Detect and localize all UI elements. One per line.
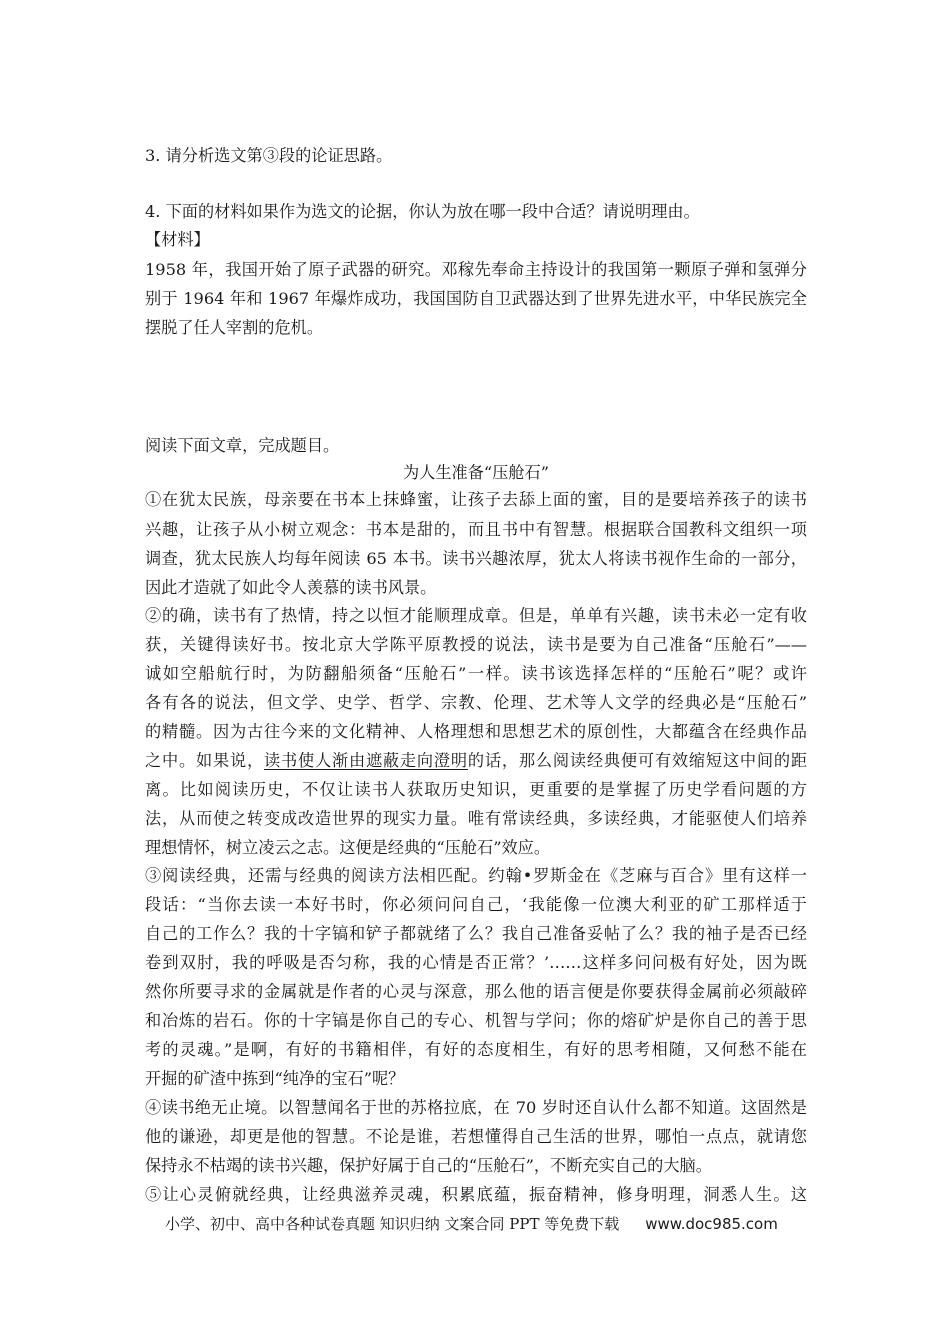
article-line-with-underline — [145, 749, 807, 773]
article-line: ④读书绝无止境。以智慧闻名于世的苏格拉底，在 70 岁时还自认什么都不知道。这固然是 — [145, 1098, 807, 1117]
question-4: 4. 下面的材料如果作为选文的论据，你认为放在哪一段中合适？请说明理由。 — [145, 202, 700, 221]
material-label: 【材料】 — [145, 230, 210, 249]
article-line: 兴趣，让孩子从小树立观念：书本是甜的，而且书中有智慧。根据联合国教科文组织一项 — [145, 520, 807, 539]
article-line: 考的灵魂。”是啊，有好的书籍相伴，有好的态度相生，有好的思考相随，又何愁不能在 — [145, 1040, 807, 1059]
article-line: 保持永不枯竭的读书兴趣，保护好属于自己的“压舱石”，不断充实自己的大脑。 — [145, 1156, 712, 1175]
article-line: 离。比如阅读历史，不仅让读书人获取历史知识，更重要的是掌握了历史学看问题的方 — [145, 780, 807, 799]
article-title: 为人生准备“压舱石” — [402, 463, 550, 482]
page-footer — [165, 1213, 805, 1235]
article-line: 段话：“当你去读一本好书时，你必须问问自己，‘我能像一位澳大利亚的矿工那样适于 — [145, 895, 807, 914]
article-line: 然你所要寻求的金属就是作者的心灵与深意，那么他的语言便是你要获得金属前必须敲碎 — [145, 982, 807, 1001]
material-line: 1958 年，我国开始了原子武器的研究。邓稼先奉命主持设计的我国第一颗原子弹和氢弹分 — [145, 260, 807, 279]
material-line: 别于 1964 年和 1967 年爆炸成功，我国国防自卫武器达到了世界先进水平，中华民族完全 — [145, 289, 807, 308]
article-line: ⑤让心灵俯就经典，让经典滋养灵魂，积累底蕴，振奋精神，修身明理，洞悉人生。这 — [145, 1185, 807, 1204]
article-line: 调查，犹太民族人均每年阅读 65 本书。读书兴趣浓厚，犹太人将读书视作生命的一部分， — [145, 549, 807, 568]
article-line: 因此才造就了如此令人羡慕的读书风景。 — [145, 578, 437, 597]
text-segment: 的话，那么阅读经典便可有效缩短这中间的距 — [467, 751, 807, 770]
article-line: ①在犹太民族，母亲要在书本上抹蜂蜜，让孩子去舔上面的蜜，目的是要培养孩子的读书 — [145, 490, 807, 509]
article-line: 的精髓。因为古往今来的文化精神、人格理想和思想艺术的原创性，大都蕴含在经典作品 — [145, 722, 807, 741]
reading-instruction: 阅读下面文章，完成题目。 — [145, 436, 340, 455]
article-line: 自己的工作么？我的十字镐和铲子都就绪了么？我自己准备妥帖了么？我的袖子是否已经 — [145, 924, 807, 943]
article-line: 理想情怀，树立凌云之志。这便是经典的“压舱石”效应。 — [145, 838, 551, 857]
article-line: 法，从而使之转变成改造世界的现实力量。唯有常读经典，多读经典，才能驱使人们培养 — [145, 809, 807, 828]
article-line: 获，关键得读好书。按北京大学陈平原教授的说法，读书是要为自己准备“压舱石”—— — [145, 635, 807, 654]
article-line: 各有各的说法，但文学、史学、哲学、宗教、伦理、艺术等人文学的经典必是“压舱石” — [145, 693, 807, 712]
text-segment: 之中。如果说， — [145, 751, 264, 770]
article-line: ②的确，读书有了热情，持之以恒才能顺理成章。但是，单单有兴趣，读书未必一定有收 — [145, 606, 807, 625]
article-line: 卷到双肘，我的呼吸是否匀称，我的心情是否正常？’……这样多问问极有好处，因为既 — [145, 953, 807, 972]
article-line: 开掘的矿渣中拣到“纯净的宝石”呢？ — [145, 1069, 405, 1088]
article-line: 和冶炼的岩石。你的十字镐是你自己的专心、机智与学问；你的熔矿炉是你自己的善于思 — [145, 1011, 807, 1030]
article-line: ③阅读经典，还需与经典的阅读方法相匹配。约翰•罗斯金在《芝麻与百合》里有这样一 — [145, 866, 807, 885]
question-3: 3. 请分析选文第③段的论证思路。 — [145, 146, 393, 165]
material-line: 摆脱了任人宰割的危机。 — [145, 318, 324, 337]
article-line: 诚如空船航行时，为防翻船须备“压舱石”一样。读书该选择怎样的“压舱石”呢？或许 — [145, 664, 807, 683]
article-line: 他的谦逊，却更是他的智慧。不论是谁，若想懂得自己生活的世界，哪怕一点点，就请您 — [145, 1127, 807, 1146]
footer-text: 小学、初中、高中各种试卷真题 知识归纳 文案合同 PPT 等免费下载 — [165, 1215, 620, 1233]
underlined-phrase: 读书使人渐由遮蔽走向澄明 — [263, 751, 468, 770]
footer-site-link[interactable]: www.doc985.com — [645, 1215, 778, 1233]
